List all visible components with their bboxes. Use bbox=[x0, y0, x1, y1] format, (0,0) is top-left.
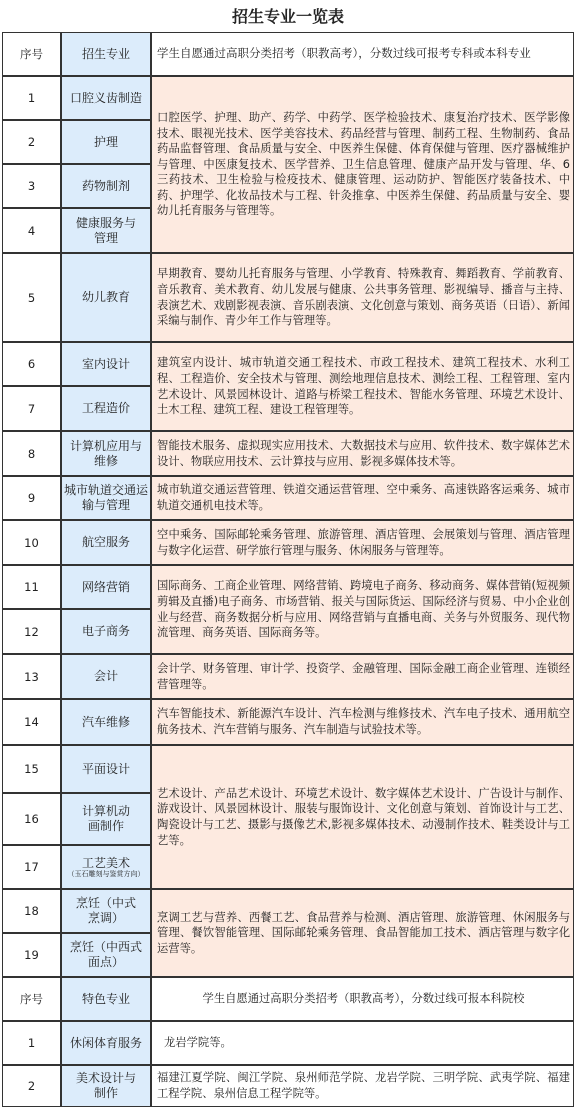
header-featured-major: 特色专业 bbox=[61, 977, 151, 1021]
eligible-universities: 龙岩学院等。 bbox=[151, 1021, 574, 1065]
major-name bbox=[61, 845, 151, 889]
majors-table bbox=[2, 32, 574, 1107]
page-title: 招生专业一览表 bbox=[231, 7, 344, 26]
related-majors: 建筑室内设计、城市轨道交通工程技术、市政工程技术、建筑工程技术、水利工程、工程造价、安全技术与管理、测绘地理信息技术、测绘工程、工程管理、室内艺术设计、风景园林设计、道路与桥梁工程技术、智能水务管理、环境艺术设计、土木工程、建筑工程、建设工程管理等。 bbox=[151, 342, 574, 431]
major-name: 平面设计 bbox=[61, 745, 151, 793]
major-name: 烹饪（中式烹调） bbox=[61, 889, 151, 933]
major-name: 计算机动画制作 bbox=[61, 793, 151, 845]
header-description: 学生自愿通过高职分类招考（职教高考），分数过线可报考专科或本科专业 bbox=[151, 32, 574, 76]
row-number: 17 bbox=[2, 845, 61, 889]
row-number: 1 bbox=[2, 1021, 61, 1065]
header-number: 序号 bbox=[2, 32, 61, 76]
major-name: 会计 bbox=[61, 654, 151, 699]
row-number: 7 bbox=[2, 386, 61, 431]
row-number: 1 bbox=[2, 76, 61, 120]
related-majors: 口腔医学、护理、助产、药学、中药学、医学检验技术、康复治疗技术、医学影像技术、眼视光技术、医学美容技术、药品经营与管理、制药工程、生物制药、食品药品监督管理、食品质量与安全、中医养生保健、体育保健与管理、医疗器械维护与管理、中医康复技术、医学营养、卫生信息管理、健康产品开发与管理、华、6三药技术、卫生检验与检疫技术、健康管理、运动防护、智能医疗装备技术、中药、护理学、化妆品技术与工程、针灸推拿、中医养生保健、药品质量与安全、婴幼儿托育服务与管理等。 bbox=[151, 76, 574, 253]
major-name: 药物制剂 bbox=[61, 164, 151, 208]
row-number: 14 bbox=[2, 699, 61, 745]
header-major: 招生专业 bbox=[61, 32, 151, 76]
row-number: 12 bbox=[2, 609, 61, 654]
major-name: 烹饪（中西式面点） bbox=[61, 933, 151, 977]
major-name: 电子商务 bbox=[61, 609, 151, 654]
row-number: 5 bbox=[2, 253, 61, 342]
eligible-universities: 福建江夏学院、闽江学院、泉州师范学院、龙岩学院、三明学院、武夷学院、福建工程学院、泉州信息工程学院等。 bbox=[151, 1065, 574, 1107]
row-number: 3 bbox=[2, 164, 61, 208]
related-majors: 空中乘务、国际邮轮乘务管理、旅游管理、酒店管理、会展策划与管理、酒店管理与数字化运营、研学旅行管理与服务、休闲服务与管理等。 bbox=[151, 520, 574, 565]
major-name: 网络营销 bbox=[61, 565, 151, 609]
related-majors: 汽车智能技术、新能源汽车设计、汽车检测与维修技术、汽车电子技术、通用航空航务技术、汽车营销与服务、汽车制造与试验技术等。 bbox=[151, 699, 574, 745]
row-number: 10 bbox=[2, 520, 61, 565]
related-majors: 城市轨道交通运营管理、铁道交通运营管理、空中乘务、高速铁路客运乘务、城市轨道交通机电技术等。 bbox=[151, 476, 574, 520]
major-name: 幼儿教育 bbox=[61, 253, 151, 342]
major-direction-note: （玉石雕刻与鉴赏方向） bbox=[67, 869, 145, 878]
major-name: 休闲体育服务 bbox=[61, 1021, 151, 1065]
related-majors: 国际商务、工商企业管理、网络营销、跨境电子商务、移动商务、媒体营销(短视频剪辑及直播)电子商务、市场营销、报关与国际货运、国际经济与贸易、中小企业创业与经营、商务数据分析与应用、网络营销与直播电商、关务与外贸服务、现代物流管理、商务英语、国际商务等。 bbox=[151, 565, 574, 654]
major-name: 汽车维修 bbox=[61, 699, 151, 745]
major-name: 室内设计 bbox=[61, 342, 151, 386]
major-name: 工程造价 bbox=[61, 386, 151, 431]
major-name: 美术设计与制作 bbox=[61, 1065, 151, 1107]
related-majors: 会计学、财务管理、审计学、投资学、金融管理、国际金融工商企业管理、连锁经营管理等。 bbox=[151, 654, 574, 699]
major-name: 口腔义齿制造 bbox=[61, 76, 151, 120]
row-number: 4 bbox=[2, 208, 61, 253]
major-name: 航空服务 bbox=[61, 520, 151, 565]
row-number: 2 bbox=[2, 1065, 61, 1107]
row-number: 18 bbox=[2, 889, 61, 933]
related-majors: 烹调工艺与营养、西餐工艺、食品营养与检测、酒店管理、旅游管理、休闲服务与管理、餐饮智能管理、国际邮轮乘务管理、食品智能加工技术、酒店管理与数字化运营等。 bbox=[151, 889, 574, 977]
row-number: 16 bbox=[2, 793, 61, 845]
row-number: 13 bbox=[2, 654, 61, 699]
row-number: 11 bbox=[2, 565, 61, 609]
row-number: 19 bbox=[2, 933, 61, 977]
row-number: 6 bbox=[2, 342, 61, 386]
row-number: 2 bbox=[2, 120, 61, 164]
major-name: 护理 bbox=[61, 120, 151, 164]
major-name: 城市轨道交通运输与管理 bbox=[61, 476, 151, 520]
major-name: 计算机应用与维修 bbox=[61, 431, 151, 476]
related-majors: 艺术设计、产品艺术设计、环境艺术设计、数字媒体艺术设计、广告设计与制作、游戏设计、风景园林设计、服装与服饰设计、文化创意与策划、首饰设计与工艺、陶瓷设计与工艺、摄影与摄像艺术,影视多媒体技术、动漫制作技术、鞋类设计与工艺等。 bbox=[151, 745, 574, 889]
row-number: 9 bbox=[2, 476, 61, 520]
major-name-text: 工艺美术 bbox=[81, 855, 130, 870]
row-number: 15 bbox=[2, 745, 61, 793]
related-majors: 智能技术服务、虚拟现实应用技术、大数据技术与应用、软件技术、数字媒体艺术设计、物联应用技术、云计算技与应用、影视多媒体技术等。 bbox=[151, 431, 574, 476]
major-name: 健康服务与管理 bbox=[61, 208, 151, 253]
header-number: 序号 bbox=[2, 977, 61, 1021]
header-description: 学生自愿通过高职分类招考（职教高考），分数过线可报本科院校 bbox=[151, 977, 574, 1021]
related-majors: 早期教育、婴幼儿托育服务与管理、小学教育、特殊教育、舞蹈教育、学前教育、音乐教育、美术教育、幼儿发展与健康、公共事务管理、影视编导、播音与主持、表演艺术、戏剧影视表演、音乐剧表演、文化创意与策划、商务英语（日语）、新闻采编与制作、青少年工作与管理等。 bbox=[151, 253, 574, 342]
row-number: 8 bbox=[2, 431, 61, 476]
